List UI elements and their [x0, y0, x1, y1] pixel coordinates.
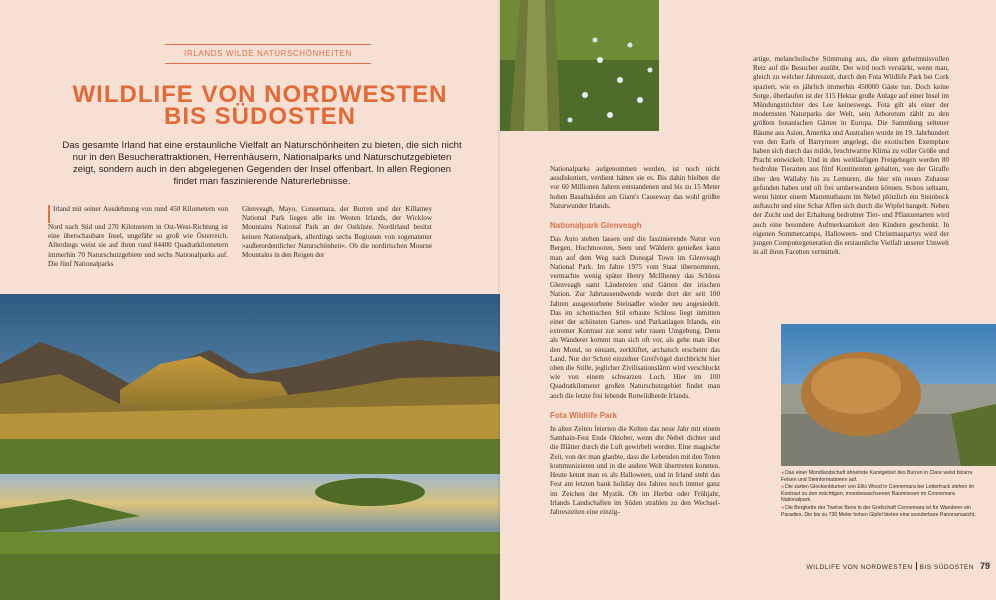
body-column-1	[48, 205, 228, 269]
caption-arrow-icon: ◂	[781, 504, 784, 511]
subhead-glenveagh: Nationalpark Glenveagh	[550, 221, 642, 231]
article-headline: WILDLIFE VON NORDWESTEN BIS SÜDOSTEN	[72, 81, 448, 130]
body-text-glenveagh: Das Auto stehen lassen und die faszinierende Natur von Bergen, Hochmooren, Seen und Wäldern genießen kann man auf dem Weg nach Donegal Town im Glenveagh National Park. Im Jahre 1975 vom Staat übernommen, vermachte wenig später Henry McIlhenny das Schloss Glenveagh samt Ländereien und Gärten der irischen Nation. Zur Jahrtausendwende wurde dort der seit 100 Jahren ausgestorbene Steinadler wieder neu angesiedelt. Das im schottischen Stil erbaute Schloss liegt inmitten einer der schönsten Garten- und Parkanlagen Irlands, ein extremer Kontrast zur sonst sehr rauen Umgebung. Denn als Wanderer kommt man sich oft vor, als gehe man über den Mond, so einsam, zerklüftet, archaisch erscheint das Land. Nur der Schrei einzelner Greifvögel durchbricht hier oben die Stille, jeglicher Zivilisationslärm wird verschluckt wie von einem schwarzen Loch. Hier im 100 Quadratkilometer großen Naturschutzgebiet findet man auch die letzte frei lebende Rotwildherde Irlands.	[550, 235, 720, 400]
section-kicker: IRLANDS WILDE NATURSCHÖNHEITEN	[165, 44, 371, 64]
body-column-4	[753, 55, 949, 257]
caption-arrow-icon: ◂	[781, 484, 784, 491]
caption-arrow-icon: ◂	[781, 470, 784, 476]
caption-3: ◂ Die Bergkette der Twelve Bens in der Grafschaft Connemara ist für Wanderer ein Paradies. Die bis zu 730 Meter hohen Gipfel bieten eine wunderbare Panoramasicht.	[781, 504, 976, 518]
dropcap-bar	[48, 205, 50, 223]
landscape-photo	[0, 294, 500, 600]
body-text-3: Nationalparks aufgenommen werden, ist noch nicht ausdiskutiert, verdient hätten sie es. Bis dahin bleiben die vor 60 Millionen Jahren entstandenen und bis zu 15 Meter hohen Basaltsäulen am Giant's Causeway das wohl größte Naturwunder Irlands.	[550, 165, 720, 210]
body-column-2	[242, 205, 432, 260]
forest-illustration	[500, 0, 659, 131]
caption-1: ◂ Das einer Mondlandschaft ähnelnde Karstgebiet des Burren in Clare weist bizarre Felsen und Steinformationen auf.	[781, 470, 973, 483]
page-number: 79	[979, 561, 990, 571]
rock-photo	[781, 324, 996, 466]
body-text-4: artige, melancholische Stimmung aus, die einen geheimnisvollen Reiz auf die Besucher ausübt. Der wird noch verstärkt, wenn man, gleich zu welcher Jahreszeit, durch den Fota Wildlife Park bei Cork spaziert, wie es jährlich immerhin 450000 Gäste tun. Doch keine Sorge, überlaufen ist der 315 Hektar große Anlage auf einer Insel im Mündungstrichter des Lee keineswegs. Fota gilt als einer der modernsten Naturparks der Welt, sein Arboretum zählt zu den größten botanischen Gärten in Europa. Die Sammlung seltener Bäume aus Asien, Amerika und Australien wurde im 19. Jahrhundert von den Earls of Barrymore angelegt, die exotischen Exemplare haben sich durch das milde, feuchtwarme Klima zu voller Größe und Pracht entwickelt. Und in den weitläufigen Freigehegen werden 80 bedrohte Tierarten aus fünf Kontinenten gehalten, von der Giraffe über den Wallaby bis zu Lemuren, die hier ein neues Zuhause gefunden haben und oft frei umherwandern können. Schon seltsam, wenn hinter einem Mammutbaum im Nebel plötzlich ein Steinbock auftaucht und eine Schar Affen sich durch die Wipfel hangelt. Neben der Zucht und der Erhaltung bedrohter Tier- und Pflanzenarten wird auch eine besondere Aufmerksamkeit den Kindern geschenkt. In eigenen Sommercamps, Halloween- und Christmaspartys wird der jungen Computergeneration die erstaunliche Vielfalt unserer Umwelt in all ihren Facetten vermittelt.	[753, 55, 949, 257]
article-lead: Das gesamte Irland hat eine erstaunliche Vielfalt an Naturschönheiten zu bieten, die sich nicht nur in den Besucherattraktionen, Herrenhäusern, Nationalparks und Naturschutzgebieten zeigt, sondern auch in den abgelegenen Gegenden der Insel offenbart. In allen Regionen findet man faszinierende Naturerlebnisse.	[62, 140, 462, 187]
subhead-fota: Fota Wildlife Park	[550, 410, 618, 420]
right-page	[500, 0, 996, 600]
body-column-3	[550, 165, 720, 517]
footer-separator	[916, 562, 917, 570]
photo-captions	[781, 470, 986, 519]
forest-photo	[500, 0, 659, 131]
caption-2: ◂ Die zarten Glockenblumen von Ellis Wood in Connemara bei Letterfrack stehen im Kontrast zu den mächtigen, moosbewachsenen Baumriesen im Connemara Nationalpark.	[781, 484, 975, 504]
footer-title-right: BIS SÜDOSTEN	[919, 564, 974, 571]
body-text-fota: In alten Zeiten feierten die Kelten das neue Jahr mit einem Samhain-Fest Ende Oktober, wenn die Nebel dichter und die Blätter durch die Luft gewirbelt werden. Eine magische Zeit, von der man glaubte, dass die Lebenden mit den Toten kommunizieren und in die andere Welt übertreten konnten. Heute kennt man es als Halloween, und in Irland steht das Fest am letzten bank holiday des Jahres noch immer ganz im Zeichen der Mystik. Ob im Herbst oder Frühjahr, Irlands Landschaften im Süden strahlen zu den Wechsel-Jahreszeiten eine einzig-	[550, 425, 720, 516]
landscape-illustration	[0, 294, 500, 600]
body-text-1: Irland mit seiner Ausdehnung von rund 450 Kilometern von Nord nach Süd und 270 Kilometern in Ost-West-Richtung ist eine überschaubare Insel, ungefähr so groß wie Österreich. Allerdings weist sie auf ihren rund 84400 Quadratkilometern immerhin 70 Naturschutzgebiete und sechs Nationalparks auf. Die fünf Nationalparks	[48, 205, 228, 268]
running-footer	[800, 561, 990, 571]
footer-title-left: WILDLIFE VON NORDWESTEN	[806, 564, 913, 571]
rock-illustration	[781, 324, 996, 466]
body-text-2: Glenveagh, Mayo, Connemara, der Burren und der Killarney National Park liegen alle im Westen Irlands, der Wicklow Mountains National Park an der Ostküste. Nordirland besitzt keinen Nationalpark, allerdings sechs Regionen von sogenannter »außerordentlicher Naturschönheit«. Ob die nordirischen Mourne Mountains in den Reigen der	[242, 205, 432, 260]
